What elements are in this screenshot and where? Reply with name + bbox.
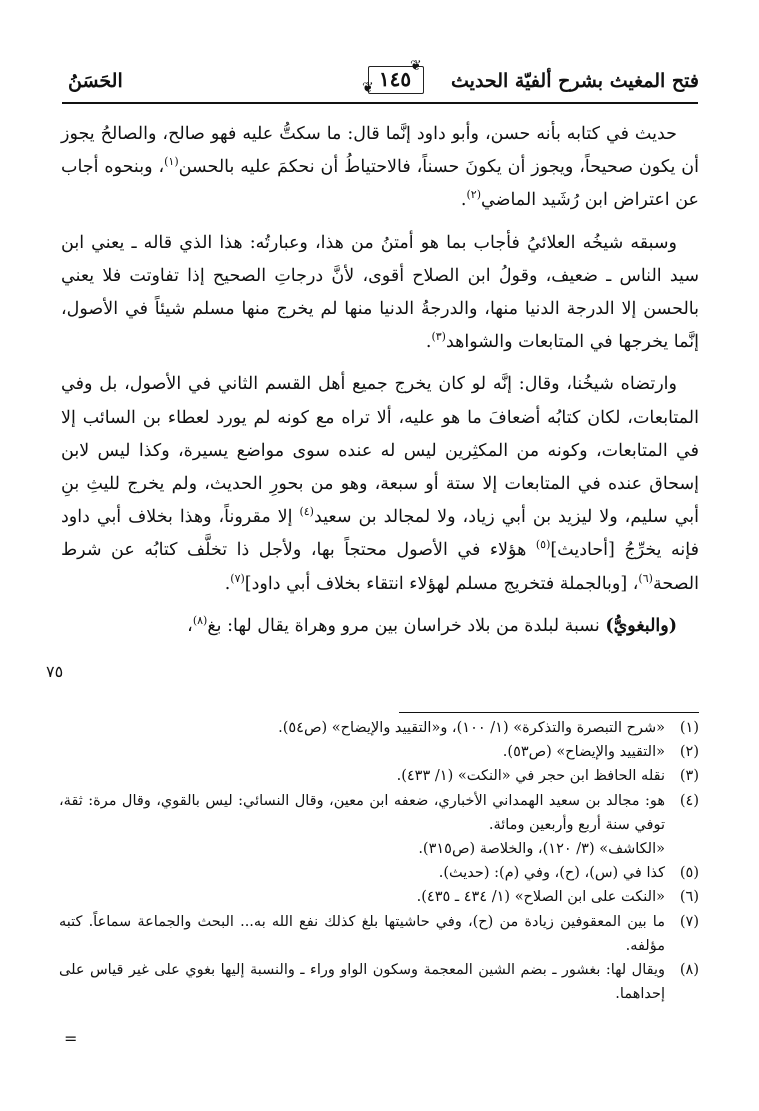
main-text [61, 118, 699, 652]
footnote-ref: (٨) [192, 614, 208, 628]
paragraph [61, 118, 699, 218]
footnote [59, 861, 699, 885]
footnote [59, 885, 699, 909]
paragraph [61, 227, 699, 360]
footnote-ref: (٦) [638, 571, 653, 585]
footnote-line: «الكاشف» (٣/ ١٢٠)، والخلاصة (ص٣١٥). [418, 841, 665, 858]
footnote-rule [399, 712, 699, 713]
bold-term: (والبغويُّ) [605, 615, 677, 636]
footnote-ref: (١) [164, 155, 179, 169]
footnote-text [59, 958, 665, 1006]
ornament-icon: ❦ [410, 58, 422, 74]
footnote-line: ويقال لها: بغشور ـ بضم الشين المعجمة وسكون الواو وراء ـ والنسبة إليها بغوي على غير قياس على إحداهما. [59, 962, 665, 1003]
paragraph-text: وارتضاه شيخُنا، وقال: إنَّه لو كان يخرج جميع أهل القسم الثاني في الأصول، بل وفي المتابعات، لكان كتابُه أضعافَ ما هو عليه، ألا تراه مع كونه لم يورد لعطاء بن السائب إلا في المتابعات، وكونه من المكثِرين ليس له عنده سوى مواضع يسيرة، وكذا ليس لابن إسحاق عنده في المتابعات إلا ستة أو سبعة، وهو من بحورِ الحديث، ولم يخرج لليثِ بنِ أبي سليم، ولا ليزيد بن أبي زياد، ولا لمجالد بن سعيد [61, 374, 699, 528]
paragraph-text: . [224, 573, 231, 594]
footnote-number: (٣) [679, 768, 699, 785]
paragraph-text: نسبة لبلدة من بلاد خراسان بين مرو وهراة يقال لها: بغ [207, 615, 606, 636]
footnote [59, 740, 699, 764]
footnote-text [59, 910, 665, 958]
footnote-text [59, 716, 665, 740]
footnote-number: (٥) [679, 865, 699, 882]
footnote-number: (٢) [679, 744, 699, 761]
footnote-line: «النكت على ابن الصلاح» (١/ ٤٣٤ ـ ٤٣٥). [416, 889, 665, 906]
section-title: الحَسَنُ [68, 70, 123, 92]
footnotes [59, 716, 699, 1006]
paragraph [61, 610, 699, 643]
footnote-line: هو: مجالد بن سعيد الهمداني الأخباري، ضعفه ابن معين، وقال النسائي: ليس بالقوي، وقال مرة: ثقة، توفي سنة أربع وأربعين ومائة. [59, 792, 665, 833]
header-rule [62, 102, 698, 104]
footnote-line: «التقييد والإيضاح» (ص٥٣). [502, 744, 665, 761]
footnote [59, 764, 699, 788]
footnote-text [59, 740, 665, 764]
footnote-ref: (٥) [535, 538, 551, 552]
footnote-ref: (٧) [230, 571, 245, 585]
paragraph-text: . [425, 332, 432, 353]
page-number-box [360, 58, 430, 96]
footnote-number: (١) [679, 720, 699, 736]
paragraph-text: إلا مقروناً، وهذا بخلاف أبي داود فإنه يخرِّجُ [أحاديث] [61, 507, 699, 561]
footnote-text [59, 789, 665, 862]
footnote-text [59, 861, 665, 885]
footnote-ref: (٢) [466, 188, 481, 202]
paragraph-text: . [460, 190, 467, 211]
footnote [59, 910, 699, 958]
footnote [59, 958, 699, 1006]
footnote-number: (٧) [679, 913, 699, 930]
paragraph-text: وسبقه شيخُه العلائيُ فأجاب بما هو أمتنُ من هذا، وعبارتُه: هذا الذي قاله ـ يعني ابن سيد الناس ـ ضعيف، وقولُ ابن الصلاح أقوى، لأنَّ درجاتِ الصحيح إذا تفاوتت فلا يعني بالحسن إلا الدرجة الدنيا منها، والدرجةُ الدنيا منها لم يخرج منها مسلم شيئاً في الأصول، إنَّما يخرجها في المتابعات والشواهد [61, 232, 699, 353]
footnote-ref: (٣) [431, 330, 446, 344]
paragraph-text: ، [187, 615, 193, 636]
ornament-icon: ❦ [362, 80, 374, 96]
footnote-text [59, 764, 665, 788]
margin-number: ٧٥ [46, 662, 64, 681]
paragraph-text: حديث في كتابه بأنه حسن، وأبو داود إنَّما قال: ما سكتُّ عليه فهو صالح، والصالحُ يجوز أن يكون صحيحاً، ويجوز أن يكونَ حسناً، فالاحتياطُ أن نحكمَ عليه بالحسن [61, 124, 699, 178]
footnote-line: كذا في (س)، (ح)، وفي (م): (حديث). [438, 865, 665, 882]
paragraph-text: ، [وبالجملة فتخريج مسلم لهؤلاء انتقاء بخلاف أبي داود] [244, 573, 639, 594]
footnote-number: (٨) [679, 962, 699, 979]
paragraph-text: هؤلاء في الأصول محتجاً بها، ولأجل ذا تخلَّف كتابُه عن شرط الصحة [61, 540, 699, 594]
footnote-number: (٦) [679, 889, 699, 906]
book-title: فتح المغيث بشرح ألفيّة الحديث [451, 70, 699, 92]
continuation-mark: = [64, 1029, 78, 1048]
footnote-line: نقله الحافظ ابن حجر في «النكت» (١/ ٤٣٣). [396, 768, 665, 785]
footnote-line: ما بين المعقوفين زيادة من (ح)، وفي حاشيتها بلغ كذلك نفع الله به... البحث والجماعة سماعاً. كتبه مؤلفه. [59, 913, 665, 954]
footnote-ref: (٤) [299, 505, 314, 519]
footnote-text [59, 885, 665, 909]
footnote-line: «شرح التبصرة والتذكرة» (١/ ١٠٠)، و«التقييد والإيضاح» (ص٥٤). [278, 720, 665, 736]
footnote [59, 716, 699, 740]
paragraph [61, 368, 699, 600]
footnote-number: (٤) [679, 792, 699, 809]
page-number: ١٤٥ [378, 67, 412, 91]
paragraph-text: ، وبنحوه أجاب عن اعتراض ابن رُشَيد الماضي [61, 157, 699, 211]
footnote [59, 789, 699, 862]
